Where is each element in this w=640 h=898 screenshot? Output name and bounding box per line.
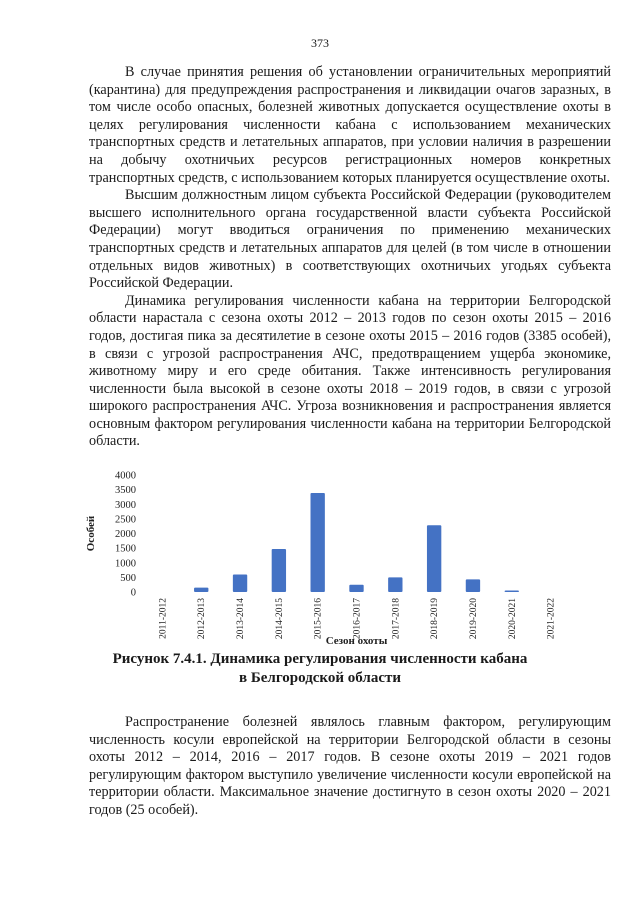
bar-2019-2020 [466, 579, 480, 592]
x-tick-label: 2020-2021 [507, 598, 518, 640]
y-tick-label: 3500 [115, 485, 136, 497]
page-number: 373 [311, 36, 329, 50]
x-tick-label: 2018-2019 [430, 598, 441, 640]
bar-2012-2013 [194, 588, 208, 592]
paragraph-roe-deer: Распространение болезней являлось главным фактором, регулирующим численность косули европейской на территории Белгородской области в сезоны охоты 2012 – 2014, 2016 – 2017 годов. В сезоне охоты 2019 – 2021 годов регулирующим фактором выступило увеличение численности косули европейской на территории области. Максимальное значение достигнуто в сезон охоты 2020 – 2021 годов (25 особей). [89, 714, 611, 818]
caption-line-1: Рисунок 7.4.1. Динамика регулирования численности кабана [112, 651, 528, 667]
y-axis-title: Особей [85, 515, 97, 552]
body-text-bottom [89, 714, 611, 820]
x-tick-label: 2021-2022 [546, 598, 557, 640]
x-axis-title: Сезон охоты [325, 635, 388, 647]
boar-regulation-chart [80, 466, 580, 648]
bar-2016-2017 [349, 585, 363, 592]
body-text-top [89, 64, 611, 451]
x-tick-label: 2012-2013 [197, 598, 208, 640]
y-tick-label: 0 [130, 587, 136, 599]
paragraph-quarantine: В случае принятия решения об установлении ограничительных мероприятий (карантина) для предупреждения распространения и ликвидации очагов заразных, в том числе особо опасных, болезней животных допускается осуществление охоты в целях регулирования численности кабана с использованием механических транспортных средств и летательных аппаратов, при условии наличия в разрешении на добычу охотничьих ресурсов регистрационных номеров конкретных транспортных средств, с использованием которых планируется осуществление охоты. [89, 64, 611, 186]
bar-2018-2019 [427, 525, 441, 592]
bar-2017-2018 [388, 577, 402, 592]
x-tick-label: 2017-2018 [391, 598, 402, 640]
y-tick-label: 3000 [115, 499, 136, 511]
x-tick-label: 2011-2012 [158, 598, 169, 639]
bar-2013-2014 [233, 574, 247, 592]
paragraph-restrictions: Высшим должностным лицом субъекта Российской Федерации (руководителем высшего исполнительного органа государственной власти субъекта Российской Федерации) могут вводиться ограничения по применению механических транспортных средств и летательных аппаратов для целей (в том числе в отношении отдельных видов животных) в соответствующих охотничьих угодьях субъекта Российской Федерации. [89, 187, 611, 292]
paragraph-boar-dynamics: Динамика регулирования численности кабана на территории Белгородской области нарастала с сезона охоты 2012 – 2013 годов по сезон охоты 2015 – 2016 годов, достигая пика за десятилетие в сезоне охоты 2015 – 2016 годов (3385 особей), в связи с угрозой распространения АЧС, предотвращением ущерба экономике, животному миру и его среде обитания. Также интенсивность регулирования численности была высокой в сезоне охоты 2018 – 2019 годов, в связи с угрозой широкого распространения АЧС. Угроза возникновения и распространения является основным фактором регулирования численности кабана на территории Белгородской области. [89, 292, 611, 450]
bar-2014-2015 [272, 549, 286, 592]
y-tick-label: 4000 [115, 470, 136, 482]
x-tick-label: 2015-2016 [313, 598, 324, 640]
y-tick-label: 2500 [115, 514, 136, 526]
y-tick-label: 500 [120, 572, 136, 584]
x-tick-label: 2014-2015 [274, 598, 285, 640]
x-tick-label: 2016-2017 [352, 598, 363, 640]
caption-line-2: в Белгородской области [239, 670, 401, 686]
y-tick-label: 1000 [115, 558, 136, 570]
x-tick-label: 2019-2020 [468, 598, 479, 640]
figure-caption [0, 650, 640, 688]
x-tick-label: 2013-2014 [236, 598, 247, 640]
y-tick-label: 2000 [115, 529, 136, 540]
bar-2020-2021 [505, 591, 519, 593]
y-tick-label: 1500 [115, 543, 136, 555]
bar-2015-2016 [311, 493, 325, 592]
